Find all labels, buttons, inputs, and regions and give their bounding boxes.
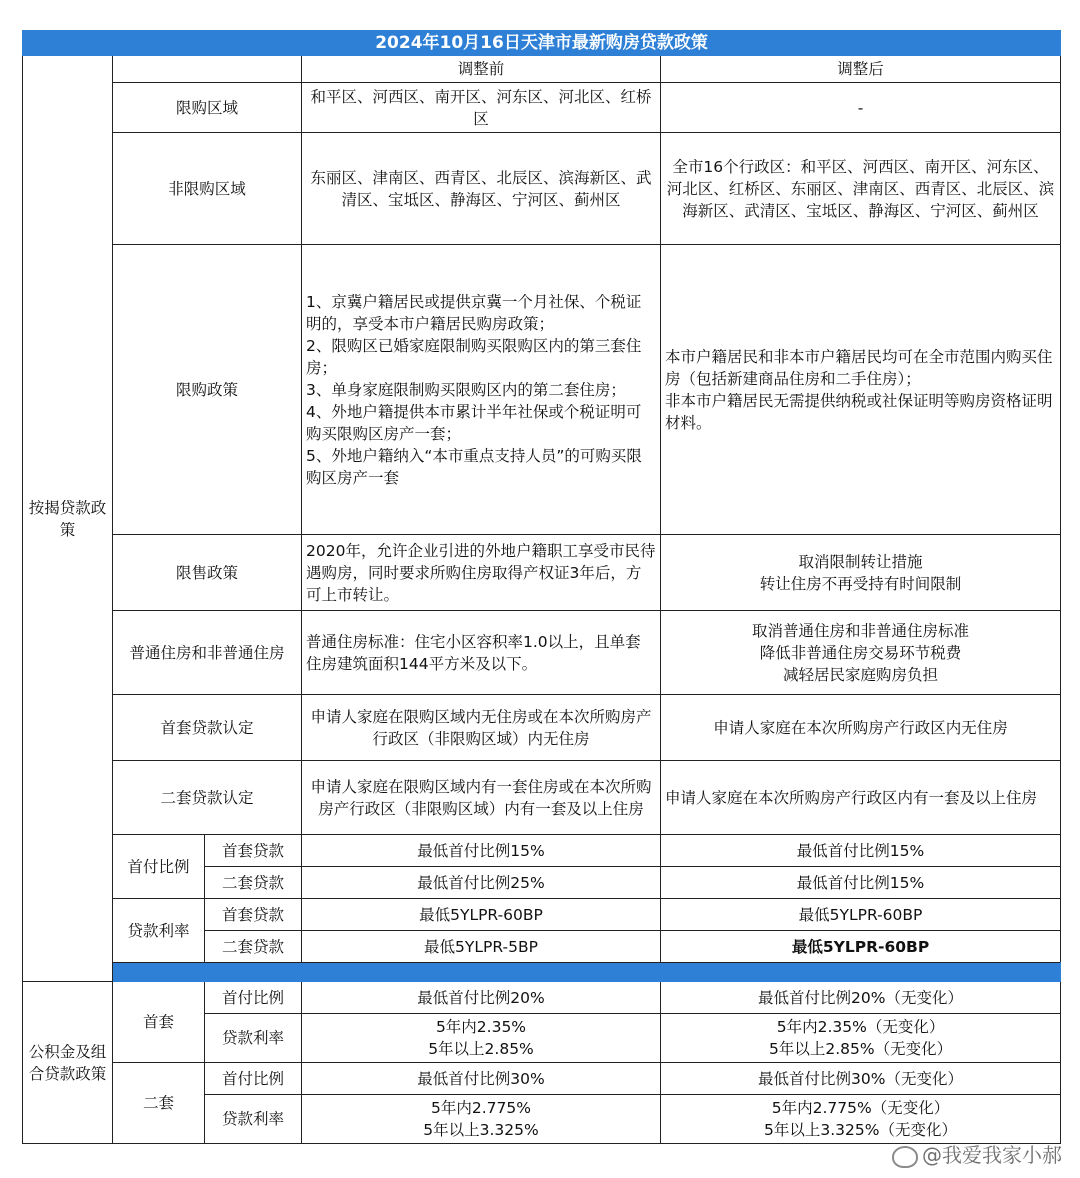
list-item: 5年以上2.85% — [428, 1040, 534, 1058]
list-item: 5年内2.775%（无变化） — [771, 1099, 950, 1117]
row-before: 申请人家庭在限购区域内无住房或在本次所购房产行政区（非限购区域）内无住房 — [302, 695, 661, 761]
sub-label: 二套贷款 — [205, 931, 302, 963]
list-item: 取消限制转让措施 — [798, 552, 923, 571]
sub-label: 首付比例 — [205, 982, 302, 1014]
row-after-list — [661, 611, 1061, 695]
row-after: 最低5YLPR-60BP — [661, 931, 1061, 963]
fund-first-label: 首套 — [113, 982, 205, 1063]
policy-table-sheet — [22, 30, 1060, 1142]
list-item: 非本市户籍居民无需提供纳税或社保证明等购房资格证明材料。 — [665, 391, 1053, 432]
list-item: 5年内2.35% — [435, 1018, 527, 1036]
list-item: 降低非普通住房交易环节税费 — [759, 643, 962, 662]
section-fund-label: 公积金及组合贷款政策 — [23, 982, 113, 1144]
row-after: 最低首付比例30%（无变化） — [661, 1063, 1061, 1095]
row-before: 最低5YLPR-60BP — [302, 899, 661, 931]
sub-label: 首付比例 — [205, 1063, 302, 1095]
sub-label: 首套贷款 — [205, 899, 302, 931]
list-item: 5年以上3.325% — [423, 1121, 539, 1139]
fund-second-label: 二套 — [113, 1063, 205, 1144]
row-after: 全市16个行政区：和平区、河西区、南开区、河东区、河北区、红桥区、东丽区、津南区、西青区、北辰区、滨海新区、武清区、宝坻区、静海区、宁河区、蓟州区 — [661, 133, 1061, 245]
row-before: 最低5YLPR-5BP — [302, 931, 661, 963]
watermark — [892, 1139, 1062, 1168]
row-before-list — [302, 1014, 661, 1063]
down-payment-label: 首付比例 — [113, 835, 205, 899]
sub-label: 二套贷款 — [205, 867, 302, 899]
loan-rate-label: 贷款利率 — [113, 899, 205, 963]
sub-label: 首套贷款 — [205, 835, 302, 867]
row-before: 最低首付比例20% — [302, 982, 661, 1014]
row-after-list — [661, 535, 1061, 611]
row-before: 最低首付比例25% — [302, 867, 661, 899]
section-commercial-label: 按揭贷款政策 — [23, 56, 113, 982]
row-label: 普通住房和非普通住房 — [113, 611, 302, 695]
row-after: 最低首付比例15% — [661, 835, 1061, 867]
weibo-icon — [892, 1146, 918, 1168]
list-item: 5、外地户籍纳入“本市重点支持人员”的可购买限购区房产一套 — [306, 446, 642, 487]
watermark-text: @我爱我家小郝 — [922, 1143, 1062, 1167]
list-item: 5年以上3.325%（无变化） — [764, 1121, 957, 1139]
header-blank — [113, 56, 302, 83]
row-label: 首套贷款认定 — [113, 695, 302, 761]
row-label: 限购区域 — [113, 83, 302, 133]
row-label: 非限购区域 — [113, 133, 302, 245]
row-before: 普通住房标准：住宅小区容积率1.0以上，且单套住房建筑面积144平方米及以下。 — [302, 611, 661, 695]
row-before: 最低首付比例30% — [302, 1063, 661, 1095]
row-after: 最低首付比例20%（无变化） — [661, 982, 1061, 1014]
section-separator — [23, 963, 1061, 982]
sub-label: 贷款利率 — [205, 1014, 302, 1063]
header-before: 调整前 — [302, 56, 661, 83]
row-after-list — [661, 245, 1061, 535]
row-after: - — [661, 83, 1061, 133]
row-before: 东丽区、津南区、西青区、北辰区、滨海新区、武清区、宝坻区、静海区、宁河区、蓟州区 — [302, 133, 661, 245]
list-item: 本市户籍居民和非本市户籍居民均可在全市范围内购买住房（包括新建商品住房和二手住房）； — [665, 347, 1053, 388]
list-item: 取消普通住房和非普通住房标准 — [752, 621, 970, 640]
list-item: 5年以上2.85%（无变化） — [768, 1040, 953, 1058]
list-item: 转让住房不再受持有时间限制 — [759, 574, 962, 593]
sub-label: 贷款利率 — [205, 1095, 302, 1144]
list-item: 1、京冀户籍居民或提供京冀一个月社保、个税证明的，享受本市户籍居民购房政策； — [306, 292, 642, 333]
row-label: 二套贷款认定 — [113, 761, 302, 835]
row-after: 申请人家庭在本次所购房产行政区内无住房 — [661, 695, 1061, 761]
header-after: 调整后 — [661, 56, 1061, 83]
row-after-list — [661, 1095, 1061, 1144]
row-label: 限购政策 — [113, 245, 302, 535]
list-item: 5年内2.775% — [431, 1099, 531, 1117]
row-after: 最低5YLPR-60BP — [661, 899, 1061, 931]
policy-table — [22, 30, 1061, 1144]
row-before: 最低首付比例15% — [302, 835, 661, 867]
row-before: 2020年，允许企业引进的外地户籍职工享受市民待遇购房，同时要求所购住房取得产权证3年后，方可上市转让。 — [302, 535, 661, 611]
list-item: 3、单身家庭限制购买限购区内的第二套住房； — [306, 380, 626, 399]
list-item: 4、外地户籍提供本市累计半年社保或个税证明可购买限购区房产一套； — [306, 402, 642, 443]
row-before-list — [302, 245, 661, 535]
list-item: 2、限购区已婚家庭限制购买限购区内的第三套住房； — [306, 336, 642, 377]
row-before: 申请人家庭在限购区域内有一套住房或在本次所购房产行政区（非限购区域）内有一套及以上住房 — [302, 761, 661, 835]
row-after: 最低首付比例15% — [661, 867, 1061, 899]
row-label: 限售政策 — [113, 535, 302, 611]
row-before-list — [302, 1095, 661, 1144]
row-after-list — [661, 1014, 1061, 1063]
row-after: 申请人家庭在本次所购房产行政区内有一套及以上住房 — [661, 761, 1061, 835]
list-item: 5年内2.35%（无变化） — [776, 1018, 945, 1036]
page-title: 2024年10月16日天津市最新购房贷款政策 — [23, 31, 1061, 56]
row-before: 和平区、河西区、南开区、河东区、河北区、红桥区 — [302, 83, 661, 133]
list-item: 减轻居民家庭购房负担 — [783, 665, 939, 684]
